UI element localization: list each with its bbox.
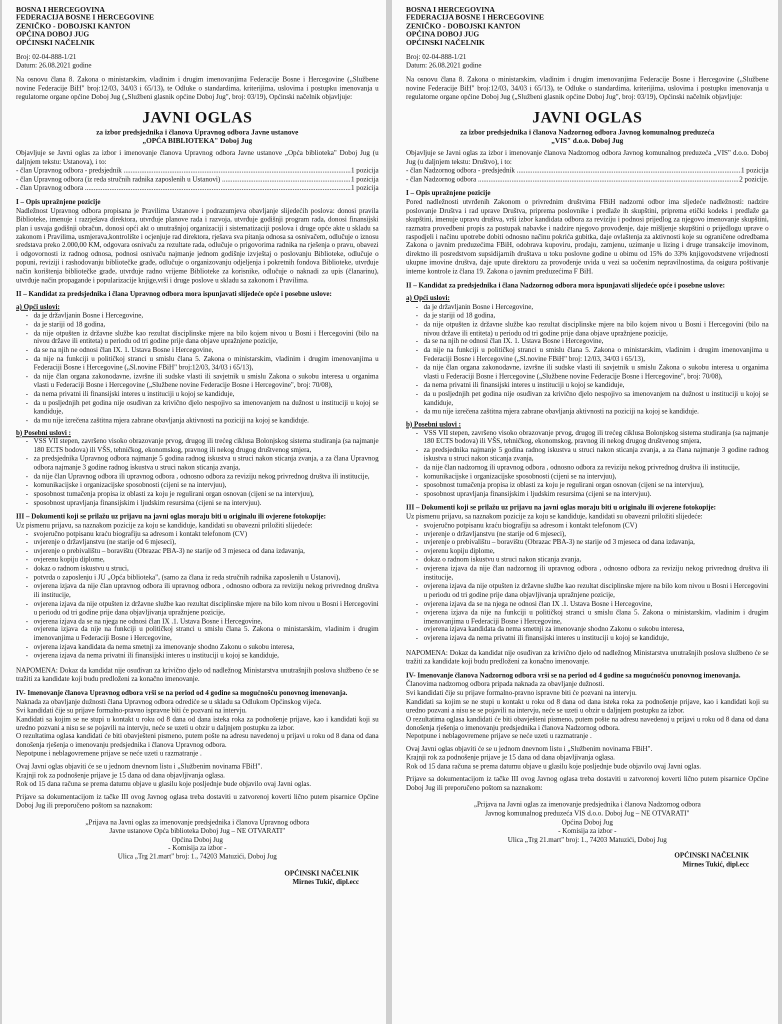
announcement-subtitle: za izbor predsjednika i članova Upravnog odbora Javne ustanove (96, 127, 299, 137)
documents-list (16, 530, 379, 661)
general-condition: - da je stariji od 18 godina, (26, 320, 379, 329)
section-1-title: I – Opis upražnjene pozicije (16, 197, 101, 206)
section-1-text: Pored nadležnosti utvrđenih Zakonom o privrednim društvima FBiH nadzorni odbor ima sljedeće nadležnosti: nadzire poslovanje Društva i rad uprave Društva, priprema poslovnike i predlaže ih skupštini, priprema etički kodeks i predlaže ga skupštini, imenuje upravu društva, vrši izbor kandidata odbora za reviziju i podnosi prijedlog za njegovo imenovanje skupštini, razmatra provedbeni propis za postupak nabavke i nadzire njegovo provođenje, daje mišljenje skupštini o prijedlogu uprave o raspodjeli i načinu upotrebe dobiti odnosno načinu pokrića gubitka, daje ovlaštenja za aktivnosti koje su ograničene odredbama Zakona o javnim preduzećima FBiH, odobrava kupoviru, prodaju, zamjenu, uzimanje u lizing i druge transakcije imovinom, direktno ili posredstvom supsidijarnih društava u toku poslovne godine u obimu od 15% do 33% knjigovodstvene vrijednosti ukupne imovine društva, daje upute direktoru za provođenje uvida u vezi sa uočenim nepravilnostima, da osigura poštivanje interne kontrole iz člana 19. Zakona o javnim preduzećima F BiH. (406, 197, 769, 276)
required-document: - ovjerena izjava da se na njega ne odnosi član IX .1. Ustava Bosne i Hercegovine, (26, 617, 379, 626)
letterhead (16, 6, 379, 47)
header-line: OPĆINSKI NAČELNIK (16, 37, 95, 47)
reference-number: Broj: 02-04-888-1/21 (406, 53, 467, 61)
header-line: OPĆINSKI NAČELNIK (406, 37, 485, 47)
general-condition: - da u posljednjih pet godina nije osuđivan za krivično djelo nespojivo sa imenovanjem na dužnost u instituciji u kojoj se kandiduje, (416, 390, 769, 407)
required-document: - ovjerena izjava da nije član upravnog odbora ili upravnog odbora , odnosno odbora za reviziju nekog privrednog društva ili institucije, (26, 582, 379, 599)
general-condition: - da se na njih ne odnosi član IX. 1. Ustava Bosne i Hercegovine, (26, 346, 379, 355)
reference-block (16, 53, 379, 71)
section-4-title: IV- Imenovanje članova Nadzornog odbora vrši se na period od 4 godine sa mogućnošću ponovnog imenovanja. (406, 671, 741, 680)
note-paragraph: NAPOMENA: Dokaz da kandidat nije osuđivan za krivično djelo od nadležnog Ministarstva unutrašnjih poslova službeno će se tražiti za kandidate koji budu predloženi za konačno imenovanje. (406, 649, 769, 666)
special-condition: - sposobnost tumačenja propisa iz oblasti za koju je regulirani organ osnovan (cijeni se na intervjuu), (26, 490, 379, 499)
reference-date: Datum: 26.08.2021 godine (16, 61, 92, 70)
special-condition: - za predsjednika Upravnog odbora najmanje 5 godina radnog iskustva u struci nakon sticanja zvanja, a za člana Upravnog odbora najmanje 3 godine radnog iskustva u struci nakon sticanja zvanja, (26, 455, 379, 472)
signer-name: Mirnes Tukić, dipl.ecc (292, 878, 359, 887)
documents-list (406, 521, 769, 643)
announcement-paragraph: Objavljuje se Javni oglas za izbor i imenovanje članova Upravnog odbora Javne ustanove „Opća biblioteka" Doboj Jug (u daljnjem tekstu: Ustanova), i to: (16, 149, 379, 166)
general-condition: - da nije član organa zakonodavne, izvršne ili sudske vlasti ili savjetnik u smislu Zakona o sukobu interesa u organima vlasti u Federaciji Bosne i Hercegovine („Službene novine Federacije Bosne i Hercegovine", broj: 70/08), (26, 373, 379, 390)
required-document: - ovjerena izjava da nije na funkciji u političkoj stranci u smislu člana 5. Zakona o ministarskim, vladinim i drugim imenovanjima u Federaciji Bosne i Hercegovine, (416, 608, 769, 625)
signer-title: OPĆINSKI NAČELNIK (284, 869, 359, 878)
general-condition: - da nije na funkciji u političkoj stranci u smislu člana 5. Zakona o ministarskim, vladinim i drugim imenovanjima u Federaciji Bosne i Hercegovine („Sl.novine FBiH" broj:12/03, 34/03 i 65/13), (26, 355, 379, 372)
position-label: - član Nadzornog odbora - predsjednik ..... (406, 167, 741, 176)
position-count: 2 pozicije. (739, 175, 769, 184)
announcement-title: JAVNI OGLAS (532, 109, 643, 127)
position-count: 1 pozicija (351, 184, 379, 193)
general-condition: - da je državljanin Bosne i Hercegovine, (26, 312, 379, 321)
general-conditions-title: a) Opći uslovi: (406, 294, 450, 302)
right-announcement (392, 0, 778, 1024)
section-3-title: III – Dokumenti koji se prilažu uz prijavu na javni oglas moraju biti u originalu ili ovjerene fotokopije: (406, 503, 717, 512)
publication-info (406, 745, 769, 771)
special-conditions-title: b) Posebni uslovi : (406, 420, 462, 429)
header-line: BOSNA I HERCEGOVINA (406, 5, 495, 14)
required-document: - uvjerenje o prebivalištu – boravištu (Obrazac PBA-3) ne starije od 3 mjeseca od dana izdavanja, (416, 539, 769, 548)
required-document: - ovjerenu kopiju diplome, (416, 547, 769, 556)
general-condition: - da nije otpušten iz državne službe kao rezultat disciplinske mjere na bilo kojem nivou u Bosni i Hercegovini (bilo na nivou države ili entiteta) u periodu od tri godine prije dana objave upražnjene pozicije, (26, 329, 379, 346)
position-row (16, 176, 379, 185)
special-condition: - komunikacijske i organizacijske sposobnosti (cijeni se na intervjuu), (26, 481, 379, 490)
note-paragraph: NAPOMENA: Dokaz da kandidat nije osuđivan za krivično djelo od nadležnog Ministarstva unutrašnjih poslova službeno će se tražiti za kandidate koji budu predloženi za konačno imenovanje. (16, 666, 379, 684)
general-conditions-title: a) Opći uslovi: (16, 302, 60, 311)
section-4-line: Nepotpune i neblagovremene prijave se neće uzeti u razmatranje . (406, 732, 592, 741)
header-line: ZENIČKO - DOBOJSKI KANTON (406, 21, 521, 31)
section-3-title: III – Dokumenti koji se prilažu uz prijavu na javni oglas moraju biti u originalu ili ovjerene fotokopije: (16, 512, 327, 521)
address-line: Javne ustanove Opća biblioteka Doboj Jug – NE OTVARATI" (109, 826, 286, 835)
special-condition: - za predsjednika najmanje 5 godina radnog iskustva u struci nakon sticanja zvanja, a za člana najmanje 3 godine radnog iskustva u struci nakon sticanja zvanja, (416, 446, 769, 463)
general-condition: - da je državljanin Bosne i Hercegovine, (416, 303, 769, 312)
reference-block (406, 53, 769, 71)
special-condition: - da nije član Upravnog odbora ili upravnog odbora , odnosno odbora za reviziju nekog privrednog društva ili institucije, (26, 473, 379, 482)
section-4-line: O rezultatima oglasa kandidati će biti obavješteni pismeno, putem pošte na adresu navedenoj u prijavi u roku od 8 dana od dana donošenja rješenja o imenovanju predsjednika i članova Upravnog odbora. (16, 732, 379, 750)
required-document: - uvjerenje o državljanstvu (ne starije od 6 mjeseci), (416, 530, 769, 539)
special-condition: - VSS VII stepen, završeno visoko obrazovanje prvog, drugog ili trećeg ciklusa Bolonjskog sistema studiranja (sa najmanje 180 ECTS bodova) ili VŠS, tehničkog, ekonomskog, pravnog ili nekog drugog društvenog smjera, (416, 429, 769, 446)
section-2-title: II – Kandidat za predsjednika i člana Upravnog odbora mora ispunjavati slijedeće opće i posebne uslove: (16, 290, 332, 298)
section-4-line: Svi kandidati čije su prijave formalno-pravno ispravne biti će pozvani na intervju. (406, 688, 637, 697)
required-document: - ovjerena izjava kandidata da nema smetnji za imenovanje shodno Zakonu o sukobu interesa, (26, 643, 379, 652)
announcement-title: JAVNI OGLAS (142, 109, 253, 127)
signer-title: OPĆINSKI NAČELNIK (674, 852, 749, 860)
address-line: Ulica „Trg 21.mart" broj: 1., 74203 Matuzići, Doboj Jug (507, 835, 667, 844)
address-line: Općina Doboj Jug (561, 818, 613, 826)
institution-name: „VIS" d.o.o. Doboj Jug (551, 135, 624, 145)
general-condition: - da se na njih ne odnosi član IX. 1. Ustava Bosne i Hercegovine, (416, 338, 769, 347)
required-document: - ovjerena izjava da nema privatni ili finansijski interes u instituciji u kojoj se kandiduje, (416, 635, 769, 644)
section-4-text (16, 698, 379, 759)
publication-info (16, 763, 379, 789)
address-line: - Komisija za izbor - (558, 826, 617, 835)
section-4-line: O rezultatima oglasa kandidati će biti obavješteni pismeno, putem pošte na adresu navedenoj u prijavi u roku od 8 dana od dana donošenja rješenja o imenovanju predsjednika i članova Nadzornog odbora. (406, 715, 769, 732)
special-condition: - da nije član nadzornog ili upravnog odbora , odnosno odbora za reviziju nekog privrednog društva ili institucije, (416, 464, 769, 473)
required-document: - ovjerenu kopiju diplome, (26, 556, 379, 565)
section-4-line: Nepotpune i neblagovremene prijave se neće uzeti u razmatranje . (16, 750, 202, 758)
section-4-line: Svi kandidati čije su prijave formalno-pravno ispravne biti će pozvani na intervju. (16, 706, 247, 715)
section-4-title: IV- Imenovanje članova Upravnog odbora vrši se na period od 4 godine sa mogućnošću ponovnog imenovanja. (16, 688, 348, 697)
general-condition: - da mu nije izrečena zaštitna mjera zabrane obavljanja aktivnosti na poziciji na kojoj se kandiduje. (26, 416, 379, 425)
general-condition: - da nije na funkciji u političkoj stranci u smislu člana 5. Zakona o ministarskim, vladinim i drugim imenovanjima u Federaciji Bosne i Hercegovine („Sl.novine FBiH" broj: 12/03, 34/03 i 65/13), (416, 346, 769, 363)
publication-line: Krajnji rok za podnošenje prijave je 15 dana od dana objavljivanja oglasa. (16, 771, 225, 780)
position-count: 1 pozicija (351, 166, 379, 175)
required-document: - svojeručno potpisanu kraću biografiju sa adresom i kontakt telefonom (CV) (416, 521, 769, 530)
special-conditions-title: b) Posebni uslovi : (16, 428, 72, 437)
general-condition: - da nema privatni ili finansijski interes u instituciji u kojoj se kandiduje, (416, 381, 769, 390)
special-condition: - sposobnost upravljanja finansijskim i ljudskim resursima (cijeni se na intervjuu). (416, 490, 769, 499)
address-line: Javnog komunalnog preduzeća VIS d.o.o. Doboj Jug – NE OTVARATI" (485, 809, 690, 818)
position-count: 1 pozicija (741, 166, 769, 175)
signer-name: Mirnes Tukić, dipl.ecc (682, 860, 749, 869)
header-line: ZENIČKO - DOBOJSKI KANTON (16, 21, 131, 31)
publication-line: Krajnji rok za podnošenje prijave je 15 dana od dana objavljivanja oglasa. (406, 753, 615, 762)
legal-basis-paragraph: Na osnovu člana 8. Zakona o ministarskim, vladinim i drugim imenovanjima Federacije Bosne i Hercegovine („Službene novine Federacije BiH" broj:12/03, 34/03 i 65/13), te Odluke o standardima, kriterijima, uslovima i postupku imenovanja u regulatorne organe općine Doboj Jug („Službeni glasnik općine Doboj Jug", broj: 03/19), Općinski načelnik objavljuje: (406, 75, 769, 101)
general-condition: - da nije otpušten iz državne službe kao rezultat disciplinske mjere na bilo kojem nivou u Bosni i Hercegovini (bilo na nivou države ili entiteta) u periodu od tri godine prije dana objave upražnjene pozicije, (416, 320, 769, 337)
required-document: - dokaz o radnom iskustvu u struci nakon sticanja zvanja, (416, 556, 769, 565)
delivery-instructions: Prijave sa dokumentacijom iz tačke III ovog Javnog oglasa treba dostaviti u zatvorenoj koverti lično putem pisarnice Općine Doboj Jug ili preporučeno poštom sa naznakom: (16, 792, 379, 810)
section-3-intro: Uz pismenu prijavu, sa naznakom pozicije za koju se kandiduje, kandidati su obavezni priložiti slijedeće: (16, 521, 313, 529)
special-condition: - VSS VII stepen, završeno visoko obrazovanje prvog, drugog ili trećeg ciklusa Bolonjskog sistema studiranja (sa najmanje 180 ECTS bodova) ili VŠS, tehničkog, ekonomskog, pravnog ili nekog drugog društvenog smjera, (26, 438, 379, 455)
required-document: - uvjerenje o prebivalištu – boravištu (Obrazac PBA-3) ne starije od 3 mjeseca od dana izdavanja, (26, 547, 379, 556)
required-document: - ovjerena izjava da nije član nadzornog ili upravnog odbora , odnosno odbora za reviziju nekog privrednog društva ili institucije, (416, 565, 769, 582)
general-condition: - da nema privatni ili finansijski interes u instituciji u kojoj se kandiduje, (26, 390, 379, 399)
required-document: - ovjerena izjava da nema privatni ili finansijski interes u instituciji u kojoj se kandiduje, (26, 652, 379, 661)
section-2-title: II – Kandidat za predsjednika i člana Nadzornog odbora mora ispunjavati slijedeće opće i posebne uslove: (406, 281, 726, 290)
position-row (406, 176, 769, 185)
header-line: FEDERACIJA BOSNE I HERCEGOVINE (406, 13, 544, 23)
publication-line: Ovaj Javni oglas objaviti će se u jednom dnevnom listu i „Službenim novinama FBiH". (406, 745, 653, 754)
section-4-line: Članovima nadzornog odbora pripada naknada za obavljanje dužnosti. (406, 680, 605, 689)
signature-block (16, 870, 379, 887)
announcement-subtitle: za izbor predsjednika i članova Nadzornog odbora Javnog komunalnog preduzeća (460, 127, 715, 137)
required-document: - ovjerena izjava da nije otpušten iz državne službe kao rezultat disciplinske mjere na bilo kom nivou u Bosni i Hercegovini u periodu od tri godine prije dana objavljivanja upražnjene pozicije, (416, 582, 769, 599)
section-1-text: Nadležnost Upravnog odbora propisana je Pravilima Ustanove i podrazumjeva obavljanje slijedećih poslova: donosi pravila Biblioteke, imenuje i razrješava direktora, utvrđuje planove rada i razvoja, utvrđuje godišnji program rada, donosi finansijski plan i usvaja godišnji obračun, donosi opći akt o unutrašnjoj organizaciji i sistematizaciji poslova i druge opće akte u skladu sa zakonom i Pravilima, usmjerava,kontrolište i ocjenjuje rad direktora, rješava sva pitanja odnosa sa osnivačem, odlučuje o iznosu sredstava preko 2.000,00 KM, odgovara osnivaču za rezultate rada, odlučuje o prigovorima radnika na rješenja o pravu, obavezi i odgovornosti iz radnog odnosa, podnosi osnivaču najmanje jednom godišnje izvještaj o poslovanju Biblioteke, odlučuje o popuni, reviziji i rashodovanju bibliotečke građe, odlučuje o organizovanju odjeljenja i pokretnih fondova Biblioteke, utvrđuje način korištenja bibliotečke građe, utvrđuje radno vrijeme Biblioteke za korisnike, odlučuje o naknadi za upis (članarinu), utvrđuje način propagande i popularizacije knjige,vrši i druge poslove u skladu sa zakonom i Pravilima. (16, 206, 379, 285)
envelope-address (406, 801, 769, 845)
institution-name: „OPĆA BIBLIOTEKA" Doboj Jug (142, 135, 253, 145)
general-condition: - da u posljednjih pet godina nije osuđivan za krivično djelo nespojivo sa imenovanjem na dužnost u instituciji u kojoj se kandiduje, (26, 399, 379, 416)
position-label: - član Upravnog odbora (iz reda stručnih radnika zaposlenih u Ustanovi) ..... (16, 176, 351, 185)
position-row (406, 167, 769, 176)
required-document: - ovjerena izjava da nije otpušten iz državne službe kao rezultat disciplinske mjere na bilo kom nivou u Bosni i Hercegovini u periodu od tri godine prije dana objavljivanja upražnjene pozicije, (26, 600, 379, 617)
section-4-line: Kandidati sa kojim se ne stupi u kontakt u roku od 8 dana od dana isteka roka za podnošenje prijave, kao i kandidati koji su uredno pozvani a nisu se se pojavili na intervju, neće se uzeti u obzir u daljnjem postupku za izbor. (16, 715, 379, 732)
special-conditions-list (406, 429, 769, 499)
position-row (16, 184, 379, 193)
required-document: - potvrda o zaposlenju i JU „Opća biblioteka", (samo za člana iz reda stručnih radnika zaposlenih u Ustanovi), (26, 573, 379, 582)
reference-date: Datum: 26.08.2021 godine (406, 61, 482, 70)
positions-list (16, 167, 379, 193)
envelope-address (16, 818, 379, 862)
header-line: OPĆINA DOBOJ JUG (16, 29, 90, 39)
section-4-text (406, 680, 769, 741)
general-condition: - da je stariji od 18 godina, (416, 312, 769, 321)
required-document: - dokaz o radnom iskustvu u struci, (26, 565, 379, 574)
position-row (16, 167, 379, 176)
section-1-title: I – Opis upražnjene pozicije (406, 189, 491, 198)
delivery-instructions: Prijave sa dokumentacijom iz tačke III ovog Javnog oglasa treba dostaviti u zatvorenoj koverti lično putem pisarnice Općine Doboj Jug ili preporučeno poštom sa naznakom: (406, 775, 769, 792)
signature-block (406, 852, 769, 869)
publication-line: Rok od 15 dana računa se prema datumu objave u glasilu koje posljednje bude objavilo ovaj Javni oglas. (16, 780, 311, 789)
address-line: - Komisija za izbor - (168, 844, 227, 853)
special-condition: - komunikacijske i organizacijske sposobnosti (cijeni se na intervjuu), (416, 473, 769, 482)
required-document: - ovjerena izjava da nije na funkciji u političkoj stranci u smislu člana 5. Zakona o ministarskim, vladinim i drugim imenovanjima u Federaciji Bosne i Hercegovine, (26, 626, 379, 643)
publication-line: Rok od 15 dana računa se prema datumu objave u glasilu koje posljednje bude objavilo ovaj Javni oglas. (406, 762, 701, 771)
address-line: „Prijava na Javni oglas za imenovanje predsjednika i članova Upravnog odbora (85, 818, 310, 826)
section-4-line: Kandidati sa kojim se ne stupi u kontakt u roku od 8 dana od dana isteka roka za podnošenje prijave, kao i kandidati koji su uredno pozvani a nisu se se pojavili na intervju, neće se uzeti u obzir u daljnjem postupku za izbor. (406, 697, 769, 715)
reference-number: Broj: 02-04-888-1/21 (16, 53, 77, 61)
legal-basis-paragraph: Na osnovu člana 8. Zakona o ministarskim, vladinim i drugim imenovanjima Federacije Bosne i Hercegovine („Službene novine Federacije BiH" broj:12/03, 34/03 i 65/13), te Odluke o standardima, kriterijima, uslovima i postupku imenovanja u regulatorne organe općine Doboj Jug („Službeni glasnik općine Doboj Jug", broj: 03/19), Općinski načelnik objavljuje: (16, 75, 379, 101)
header-line: BOSNA I HERCEGOVINA (16, 5, 105, 14)
header-line: FEDERACIJA BOSNE I HERCEGOVINE (16, 13, 154, 23)
general-condition: - da nije član organa zakonodavne, izvršne ili sudske vlasti ili savjetnik u smislu Zakona o sukobu interesa u organima vlasti u Federaciji Bosne i Hercegovine („Službene novine Federacije Bosne i Hercegovine", broj: 70/08), (416, 364, 769, 381)
special-conditions-list (16, 438, 379, 508)
address-line: „Prijava na Javni oglas za imenovanje predsjednika i članova Nadzornog odbora (473, 800, 701, 809)
address-line: Općina Doboj Jug (171, 835, 223, 844)
address-line: Ulica „Trg 21.mart" broj: 1., 74203 Matuzići, Doboj Jug (117, 853, 277, 861)
required-document: - svojeručno potpisanu kraću biografiju sa adresom i kontakt telefonom (CV) (26, 530, 379, 539)
positions-list (406, 167, 769, 184)
required-document: - uvjerenje o državljanstvu (ne starije od 6 mjeseci), (26, 539, 379, 548)
special-condition: - sposobnost tumačenja propisa iz oblasti za koju je regulirani organ osnovan (cijeni se na intervjuu), (416, 481, 769, 490)
general-condition: - da mu nije izrečena zaštitna mjera zabrane obavljanja aktivnosti na poziciji na kojoj se kandiduje. (416, 408, 769, 417)
position-count: 1 pozicija (351, 175, 379, 184)
header-line: OPĆINA DOBOJ JUG (406, 29, 480, 39)
section-4-line: Naknada za obavljanje dužnosti člana Upravnog odbora odrediće se u skladu sa Odlukom Općinskog vijeća. (16, 697, 322, 706)
general-conditions-list (406, 303, 769, 416)
required-document: - ovjerena izjava da se na njega ne odnosi član IX .1. Ustava Bosne i Hercegovine, (416, 600, 769, 609)
left-announcement (2, 0, 386, 1024)
section-3-intro: Uz pismenu prijavu, sa naznakom pozicije za koju se kandiduje, kandidati su obavezni priložiti slijedeće: (406, 512, 703, 521)
position-label: - član Upravnog odbora - predsjednik ..... (16, 167, 351, 176)
required-document: - ovjerena izjava kandidata da nema smetnji za imenovanje shodno Zakonu o sukobu interesa, (416, 626, 769, 635)
publication-line: Ovaj Javni oglas objaviti će se u jednom dnevnom listu i „Službenim novinama FBiH". (16, 762, 263, 771)
letterhead (406, 6, 769, 47)
position-label: - član Upravnog odbora ..... (16, 184, 351, 193)
position-label: - član Nadzornog odbora ..... (406, 176, 739, 185)
announcement-paragraph: Objavljuje se Javni oglas za izbor i imenovanje članova Nadzornog odbora Javnog komunalnog preduzeća „VIS" d.o.o. Doboj Jug (u daljnjem tekstu: Društvo), i to: (406, 149, 769, 166)
general-conditions-list (16, 312, 379, 425)
special-condition: - sposobnost upravljanja finansijskim i ljudskim resursima (cijeni se na intervjuu). (26, 499, 379, 508)
